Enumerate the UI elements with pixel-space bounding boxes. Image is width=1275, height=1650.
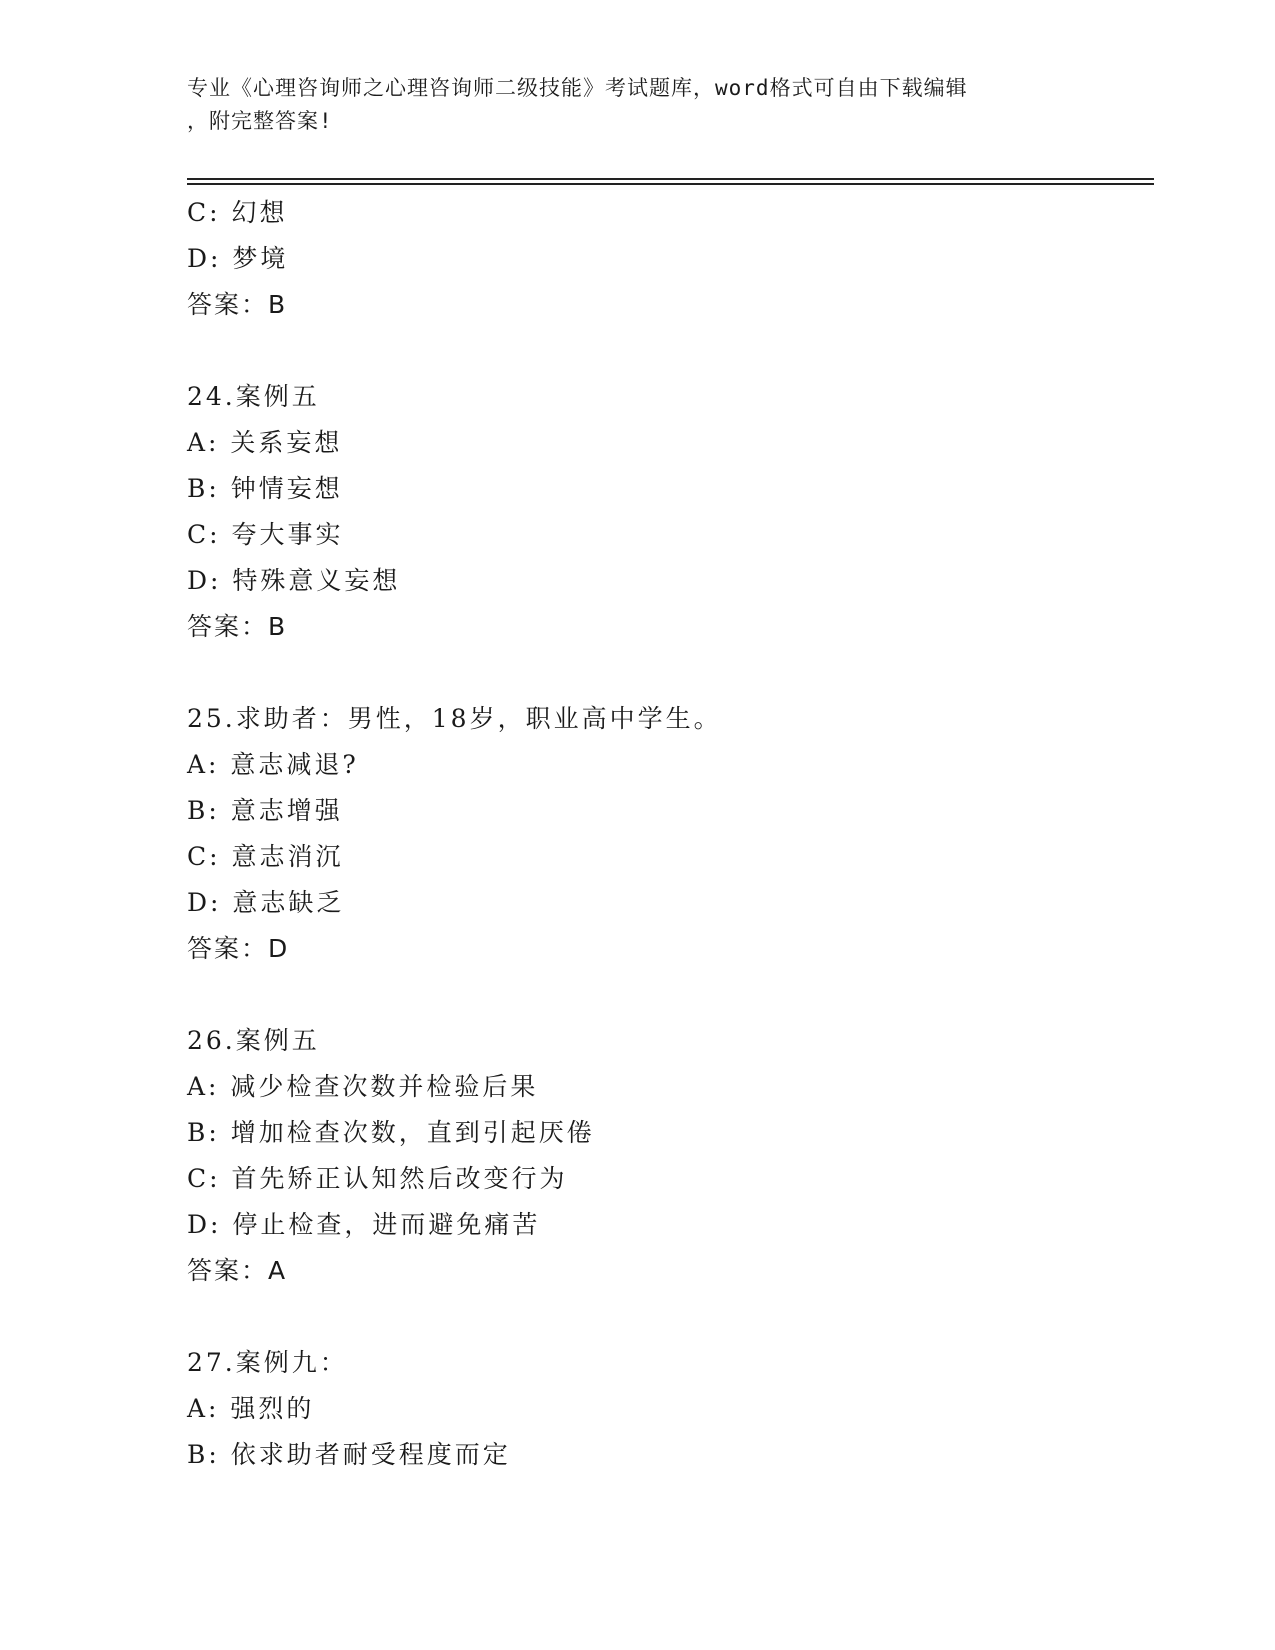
option-line: B: 钟情妄想 <box>187 474 343 503</box>
option-line: D: 意志缺乏 <box>187 888 345 917</box>
option-line: B: 增加检查次数，直到引起厌倦 <box>187 1118 595 1147</box>
answer-line: 答案：B <box>187 290 288 319</box>
header-title-line-1: 专业《心理咨询师之心理咨询师二级技能》考试题库，word格式可自由下载编辑 <box>187 76 968 100</box>
question-stem: 24.案例五 <box>187 382 320 411</box>
option-line: A: 关系妄想 <box>187 428 343 457</box>
spacer <box>187 650 1147 696</box>
header-divider-top <box>187 178 1154 180</box>
option-line: D: 特殊意义妄想 <box>187 566 401 595</box>
option-line: D: 梦境 <box>187 244 289 273</box>
option-line: B: 依求助者耐受程度而定 <box>187 1440 511 1469</box>
header-title-line-2: ，附完整答案! <box>187 109 333 133</box>
option-line: C: 幻想 <box>187 198 288 227</box>
document-header <box>187 72 1087 138</box>
spacer <box>187 328 1147 374</box>
answer-line: 答案：A <box>187 1256 288 1285</box>
question-list <box>187 190 1147 1478</box>
option-line: A: 减少检查次数并检验后果 <box>187 1072 539 1101</box>
option-line: A: 意志减退? <box>187 750 359 779</box>
question-stem: 27.案例九： <box>187 1348 348 1377</box>
option-line: C: 夸大事实 <box>187 520 344 549</box>
question-stem: 26.案例五 <box>187 1026 320 1055</box>
answer-line: 答案：D <box>187 934 290 963</box>
option-line: D: 停止检查，进而避免痛苦 <box>187 1210 541 1239</box>
header-divider-bottom <box>187 183 1154 185</box>
spacer <box>187 972 1147 1018</box>
answer-line: 答案：B <box>187 612 288 641</box>
option-line: A: 强烈的 <box>187 1394 315 1423</box>
option-line: C: 意志消沉 <box>187 842 344 871</box>
question-stem: 25.求助者：男性，18岁，职业高中学生。 <box>187 704 722 733</box>
option-line: B: 意志增强 <box>187 796 343 825</box>
option-line: C: 首先矫正认知然后改变行为 <box>187 1164 568 1193</box>
spacer <box>187 1294 1147 1340</box>
